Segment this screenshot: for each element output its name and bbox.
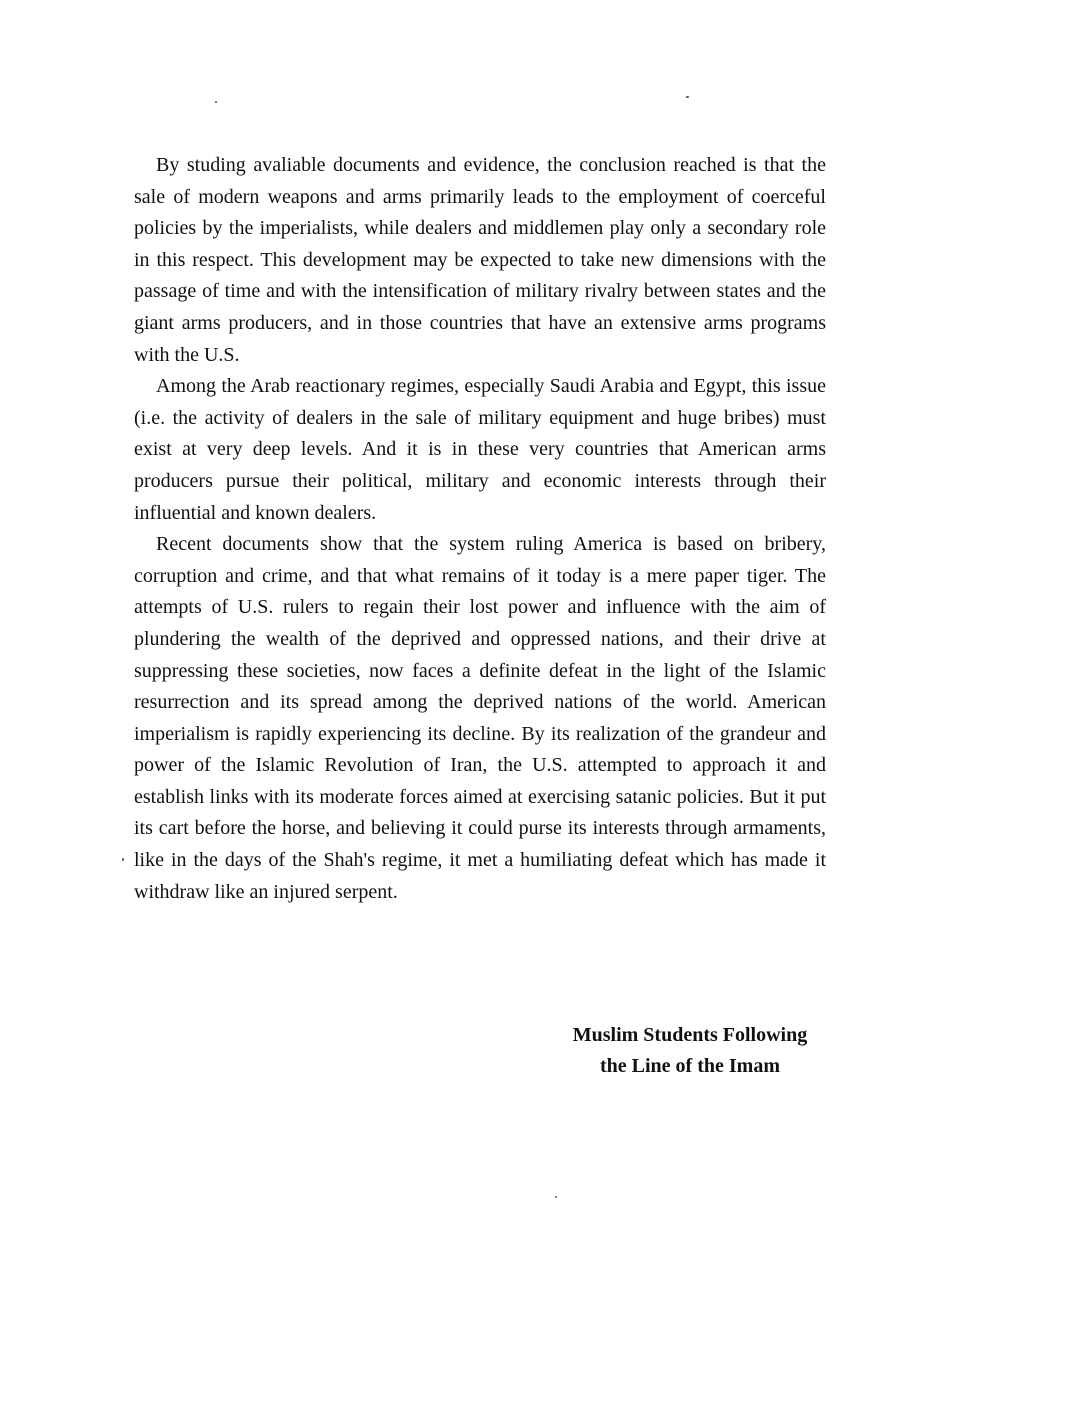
paragraph-2: Among the Arab reactionary regimes, especially Saudi Arabia and Egypt, this issue (i.e. the activity of dealers in the sale of military equipment and huge bribes) must exist at very deep levels. And it is in these very countries that American arms producers pursue their political, military and economic interests through their influential and known dealers.: [134, 375, 826, 524]
scan-speck: [122, 858, 124, 861]
scan-speck: [686, 96, 689, 98]
signature-block: [540, 1020, 840, 1082]
signature-line-1: Muslim Students Following: [572, 1024, 808, 1046]
scan-speck: [215, 101, 217, 103]
paragraph-1: By studing avaliable documents and evidence, the conclusion reached is that the sale of modern weapons and arms primarily leads to the employment of coerceful policies by the imperialists, while dealers and middlemen play only a secondary role in this respect. This development may be expected to take new dimensions with the passage of time and with the intensification of military rivalry between states and the giant arms producers, and in those countries that have an extensive arms programs with the U.S.: [134, 154, 826, 366]
signature-line-2: the Line of the Imam: [600, 1055, 780, 1077]
body-text: [134, 150, 826, 908]
paragraph-3: Recent documents show that the system ruling America is based on bribery, corruption and crime, and that what remains of it today is a mere paper tiger. The attempts of U.S. rulers to regain their lost power and influence with the aim of plundering the wealth of the deprived and oppressed nations, and their drive at suppressing these societies, now faces a definite defeat in the light of the Islamic resurrection and its spread among the deprived nations of the world. American imperialism is rapidly experiencing its decline. By its realization of the grandeur and power of the Islamic Revolution of Iran, the U.S. attempted to approach it and establish links with its moderate forces aimed at exercising satanic policies. But it put its cart before the horse, and believing it could purse its interests through armaments, like in the days of the Shah's regime, it met a humiliating defeat which has made it withdraw like an injured serpent.: [134, 533, 826, 903]
scan-speck: [555, 1196, 557, 1198]
